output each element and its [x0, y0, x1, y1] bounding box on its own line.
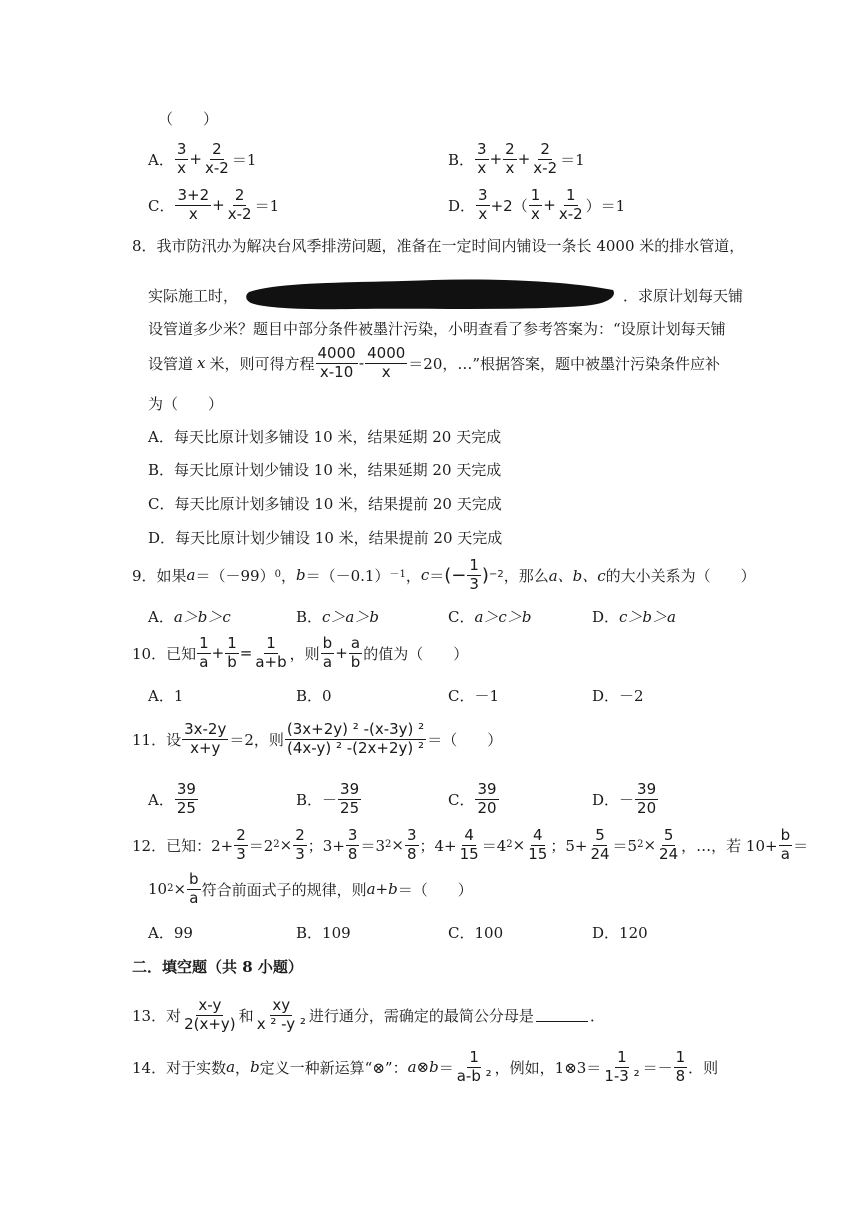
q10-option-c[interactable]: C．－1	[448, 687, 500, 705]
fraction: $\frac{3}{8}$	[406, 826, 417, 863]
answer-blank[interactable]	[536, 1009, 588, 1022]
fraction: $\frac{xy}{\text{x ² -y ²}}$	[256, 996, 306, 1033]
fraction: $\frac{2}{x-2}$	[204, 140, 229, 177]
q7-option-c[interactable]: C． $\frac{3+2}{x}$ + $\frac{2}{x-2}$ ＝1	[148, 186, 280, 223]
q7-option-a[interactable]: A． $\frac{3}{x}$ + $\frac{2}{x-2}$ ＝1	[148, 140, 257, 177]
fraction: $\frac{1}{\text{a-b ²}}$	[456, 1048, 492, 1085]
fraction: $\frac{3}{x}$	[478, 186, 488, 223]
fraction: $\frac{3}{8}$	[347, 826, 358, 863]
q7-option-b[interactable]: B． $\frac{3}{x}$ + $\frac{2}{x}$ + $\frac{2}{x-2}$ ＝1	[448, 140, 585, 177]
fraction: $\frac{2}{x-2}$	[227, 186, 252, 223]
q9-option-c[interactable]: C．a＞c＞b	[448, 608, 532, 626]
fraction: $\frac{39}{25}$	[176, 780, 196, 817]
fraction: $\frac{39}{25}$	[340, 780, 360, 817]
q10-option-b[interactable]: B．0	[296, 687, 332, 705]
fraction: $\frac{1}{a+b}$	[255, 634, 287, 671]
q11-option-a[interactable]: A． $\frac{39}{25}$	[148, 780, 196, 817]
q8-option-a[interactable]: A．每天比原计划多铺设 10 米，结果延期 20 天完成	[148, 428, 502, 446]
q14-stem: 14．对于实数 a ， b 定义一种新运算“⊗”： a ⊗ b ＝ $\frac{1}{\text{a-b ²}}$ ，例如，1⊗3＝ $\frac{1}{\text{1-3 ²}}$ ＝－ $\frac{1}{8}$ ．则	[132, 1048, 719, 1085]
q11-option-d[interactable]: D． － $\frac{39}{20}$	[592, 780, 657, 817]
q9-option-d[interactable]: D．c＞b＞a	[592, 608, 676, 626]
fraction: $\frac{1}{3}$	[469, 556, 479, 593]
fraction: $\frac{\text{(3x+2y) ² -(x-3y) ²}}{\text{(4x-y) ² -(2x+2y) ²}}$	[286, 720, 425, 757]
fraction: $\frac{39}{20}$	[637, 780, 657, 817]
q7-answer-paren: （ ）	[158, 110, 219, 128]
q9-option-a[interactable]: A．a＞b＞c	[148, 608, 231, 626]
q8-line-2b: ．求原计划每天铺	[623, 287, 744, 305]
fraction: $\frac{x-y}{2(x+y)}$	[184, 996, 236, 1033]
q13-stem: 13．对 $\frac{x-y}{2(x+y)}$ 和 $\frac{xy}{\text{x ² -y ²}}$ 进行通分，需确定的最简公分母是 ．	[132, 996, 605, 1033]
q7-option-d[interactable]: D． $\frac{3}{x}$ +2（ $\frac{1}{x}$ + $\frac{1}{x-2}$ ）＝1	[448, 186, 626, 223]
q12-stem-line-2: 10 2 × $\frac{b}{a}$ 符合前面式子的规律，则 a+b ＝（ ）	[148, 870, 473, 907]
fraction: $\frac{2}{3}$	[295, 826, 305, 863]
q11-stem: 11．设 $\frac{3x-2y}{x+y}$ ＝2，则 $\frac{\text{(3x+2y) ² -(x-3y) ²}}{\text{(4x-y) ² -(2x+2y) ²}}$ ＝（ ）	[132, 720, 503, 757]
q8-option-d[interactable]: D．每天比原计划少铺设 10 米，结果提前 20 天完成	[148, 529, 503, 547]
fraction: $\frac{3+2}{x}$	[177, 186, 210, 223]
q8-option-c[interactable]: C．每天比原计划多铺设 10 米，结果提前 20 天完成	[148, 495, 502, 513]
q9-stem: 9．如果 a ＝（－99） 0 ， b ＝（－0.1） －1 ， c ＝ (− $\frac{1}{3}$ ) −2 ，那么 a、b、c 的大小关系为（ ）	[132, 556, 756, 593]
section-heading: 二．填空题（共 8 小题）	[132, 958, 303, 976]
q9-option-b[interactable]: B．c＞a＞b	[296, 608, 379, 626]
q8-option-b[interactable]: B．每天比原计划少铺设 10 米，结果延期 20 天完成	[148, 461, 502, 479]
fraction: $\frac{1}{x-2}$	[558, 186, 583, 223]
fraction: $\frac{2}{x-2}$	[533, 140, 558, 177]
fraction: $\frac{39}{20}$	[477, 780, 497, 817]
fraction: $\frac{4000}{x-10}$	[317, 344, 356, 381]
q10-option-d[interactable]: D．－2	[592, 687, 644, 705]
fraction: $\frac{5}{24}$	[590, 826, 610, 863]
q12-option-c[interactable]: C．100	[448, 924, 504, 942]
fraction: $\frac{1}{\text{1-3 ²}}$	[604, 1048, 640, 1085]
fraction: $\frac{4000}{x}$	[367, 344, 406, 381]
q8-line-5: 为（ ）	[148, 395, 224, 413]
q12-option-b[interactable]: B．109	[296, 924, 351, 942]
q8-line-1: 8．我市防汛办为解决台风季排涝问题，准备在一定时间内铺设一条长 4000 米的排水管道，	[132, 237, 745, 255]
q11-option-b[interactable]: B． － $\frac{39}{25}$	[296, 780, 360, 817]
fraction: $\frac{a}{b}$	[350, 634, 361, 671]
q12-option-d[interactable]: D．120	[592, 924, 648, 942]
q12-option-a[interactable]: A．99	[148, 924, 193, 942]
q10-option-a[interactable]: A．1	[148, 687, 184, 705]
q8-line-2a: 实际施工时，	[148, 287, 239, 305]
fraction: $\frac{4}{15}$	[459, 826, 479, 863]
fraction: $\frac{1}{a}$	[199, 634, 209, 671]
fraction: $\frac{b}{a}$	[189, 870, 199, 907]
fraction: $\frac{4}{15}$	[528, 826, 548, 863]
fraction: $\frac{5}{24}$	[659, 826, 679, 863]
fraction: $\frac{b}{a}$	[322, 634, 333, 671]
fraction: $\frac{1}{8}$	[675, 1048, 686, 1085]
ink-blot	[243, 278, 617, 311]
fraction: $\frac{1}{b}$	[227, 634, 237, 671]
fraction: $\frac{2}{x}$	[505, 140, 515, 177]
fraction: $\frac{b}{a}$	[780, 826, 791, 863]
q10-stem: 10．已知 $\frac{1}{a}$ + $\frac{1}{b}$ = $\frac{1}{a+b}$ ，则 $\frac{b}{a}$ + $\frac{a}{b}$ 的值为（ ）	[132, 634, 469, 671]
q11-option-c[interactable]: C． $\frac{39}{20}$	[448, 780, 497, 817]
fraction: $\frac{3}{x}$	[477, 140, 487, 177]
fraction: $\frac{1}{x}$	[530, 186, 541, 223]
fraction: $\frac{2}{3}$	[236, 826, 246, 863]
q12-stem-line-1: 12．已知：2+ $\frac{2}{3}$ ＝2 2 × $\frac{2}{3}$ ；3+ $\frac{3}{8}$ ＝3 2 × $\frac{3}{8}$ ；4+ $\frac{4}{15}$ ＝4 2 × $\frac{4}{15}$ ；5+ $\frac{5}{24}$ ＝5 2 × $\frac{5}{24}$ ，…，若 10+ $\frac{b}{a}$ ＝	[132, 826, 809, 863]
fraction: $\frac{3}{x}$	[176, 140, 187, 177]
q8-line-3: 设管道多少米？题目中部分条件被墨汁污染，小明查看了参考答案为：“设原计划每天铺	[148, 320, 726, 338]
fraction: $\frac{3x-2y}{x+y}$	[184, 720, 227, 757]
q8-line-4: 设管道 x 米，则可得方程 $\frac{4000}{x-10}$ - $\frac{4000}{x}$ ＝20，…”根据答案，题中被墨汁污染条件应补	[148, 344, 721, 381]
